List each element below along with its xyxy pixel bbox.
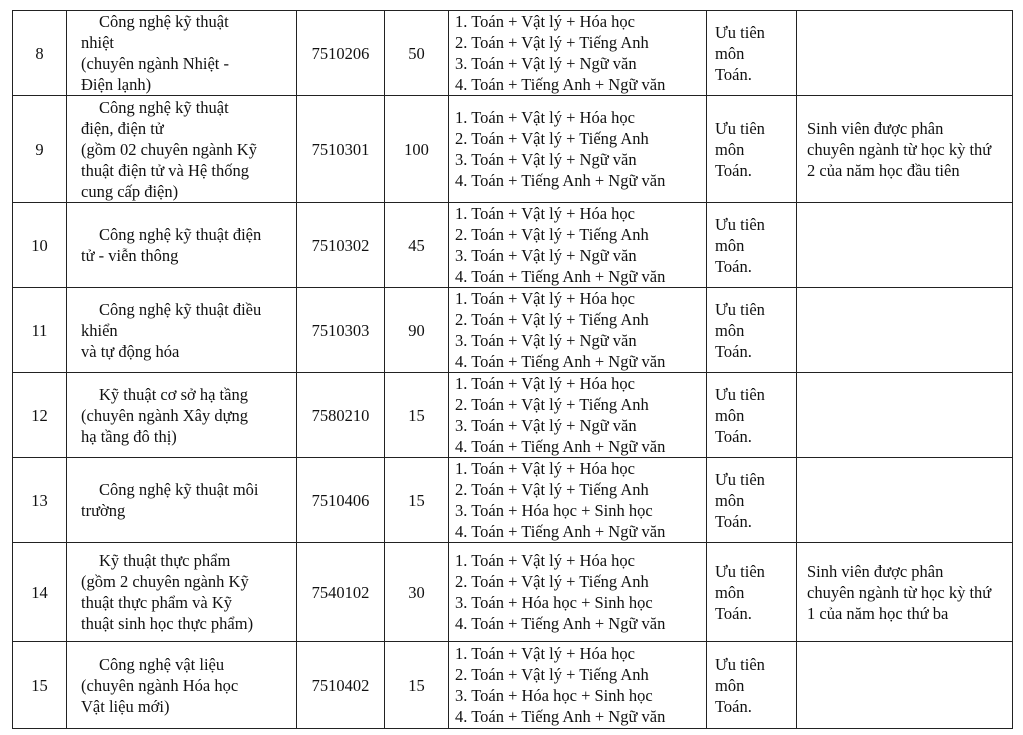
name_lines-line: điện, điện tử [81,118,164,138]
name_lines-line: Kỹ thuật thực phẩm [99,551,231,570]
name_lines-line: thuật sinh học thực phẩm) [81,614,254,633]
name_lines-line: Vật liệu mới) [81,696,170,716]
major-code-cell: 7510302 [297,203,385,288]
admission-table-page [12,10,1012,729]
major-code-cell: 7510301 [297,96,385,203]
major-code-cell: 7510303 [297,288,385,373]
combos-line: 4. Toán + Tiếng Anh + Ngữ văn [455,522,666,541]
combos-line: 1. Toán + Vật lý + Hóa học [455,204,635,223]
criteria-line: môn [715,43,745,63]
combos-line: 3. Toán + Hóa học + Sinh học [455,686,653,705]
name_lines-line: thuật điện tử và Hệ thống [81,160,249,180]
note-cell [797,96,1013,203]
combos-line: 4. Toán + Tiếng Anh + Ngữ văn [455,707,666,726]
criteria-line: môn [715,405,745,425]
combos-line: 2. Toán + Vật lý + Tiếng Anh [455,129,649,148]
subject-combinations-cell [449,543,707,642]
name_lines-line: (chuyên ngành Xây dựng [81,405,249,425]
combos-line: 2. Toán + Vật lý + Tiếng Anh [455,572,649,591]
quota-cell: 90 [385,288,449,373]
note-line: 2 của năm học đầu tiên [807,160,960,180]
subject-combinations-cell [449,458,707,543]
note-cell [797,373,1013,458]
quota-cell: 15 [385,458,449,543]
note-cell [797,203,1013,288]
criteria-cell [707,543,797,642]
row-number-cell: 8 [13,11,67,96]
criteria-line: Toán. [715,256,752,276]
table-row [13,458,1013,543]
table-row [13,543,1013,642]
criteria-line: Ưu tiên [715,654,765,674]
quota-cell: 100 [385,96,449,203]
combos-line: 3. Toán + Vật lý + Ngữ văn [455,416,637,435]
criteria-cell [707,11,797,96]
criteria-line: môn [715,320,745,340]
criteria-line: môn [715,235,745,255]
combos-line: 1. Toán + Vật lý + Hóa học [455,551,635,570]
combos-line: 3. Toán + Hóa học + Sinh học [455,501,653,520]
combos-line: 1. Toán + Vật lý + Hóa học [455,374,635,393]
combos-line: 4. Toán + Tiếng Anh + Ngữ văn [455,437,666,456]
table-row [13,203,1013,288]
table-row [13,373,1013,458]
combos-line: 2. Toán + Vật lý + Tiếng Anh [455,480,649,499]
criteria-line: Ưu tiên [715,469,765,489]
quota-cell: 15 [385,642,449,729]
combos-line: 3. Toán + Vật lý + Ngữ văn [455,331,637,350]
name_lines-line: và tự động hóa [81,341,180,361]
name_lines-line: trường [81,501,126,520]
major-name-cell [67,203,297,288]
name_lines-line: nhiệt [81,33,114,52]
criteria-line: Toán. [715,160,752,180]
quota-cell: 30 [385,543,449,642]
criteria-line: Toán. [715,426,752,446]
subject-combinations-cell [449,373,707,458]
major-code-cell: 7580210 [297,373,385,458]
row-number-cell: 9 [13,96,67,203]
combos-line: 1. Toán + Vật lý + Hóa học [455,644,635,663]
name_lines-line: Công nghệ kỹ thuật điện [99,225,262,244]
major-code-cell: 7510402 [297,642,385,729]
name_lines-line: tử - viễn thông [81,246,179,265]
quota-cell: 50 [385,11,449,96]
criteria-line: Toán. [715,511,752,531]
table-row [13,11,1013,96]
criteria-line: Ưu tiên [715,118,765,138]
criteria-line: Ưu tiên [715,22,765,42]
major-code-cell: 7510206 [297,11,385,96]
note-cell [797,458,1013,543]
combos-line: 4. Toán + Tiếng Anh + Ngữ văn [455,171,666,190]
name_lines-line: (chuyên ngành Nhiệt - [81,54,229,73]
note-cell [797,642,1013,729]
note-line: chuyên ngành từ học kỳ thứ [807,582,992,602]
name_lines-line: cung cấp điện) [81,181,179,201]
subject-combinations-cell [449,642,707,729]
major-name-cell [67,642,297,729]
subject-combinations-cell [449,288,707,373]
table-body [13,11,1013,729]
criteria-line: môn [715,139,745,159]
note-line: Sinh viên được phân [807,118,944,138]
name_lines-line: (gồm 02 chuyên ngành Kỹ [81,139,257,159]
combos-line: 2. Toán + Vật lý + Tiếng Anh [455,395,649,414]
quota-cell: 45 [385,203,449,288]
criteria-line: môn [715,675,745,695]
name_lines-line: thuật thực phẩm và Kỹ [81,593,232,612]
criteria-cell [707,373,797,458]
name_lines-line: Công nghệ kỹ thuật [99,97,229,117]
major-name-cell [67,543,297,642]
criteria-line: Toán. [715,696,752,716]
major-code-cell: 7540102 [297,543,385,642]
name_lines-line: (gồm 2 chuyên ngành Kỹ [81,572,249,591]
major-name-cell [67,373,297,458]
combos-line: 1. Toán + Vật lý + Hóa học [455,12,635,31]
name_lines-line: hạ tầng đô thị) [81,426,177,446]
criteria-cell [707,96,797,203]
criteria-cell [707,288,797,373]
combos-line: 4. Toán + Tiếng Anh + Ngữ văn [455,267,666,286]
row-number-cell: 14 [13,543,67,642]
note-line: Sinh viên được phân [807,561,944,581]
combos-line: 3. Toán + Vật lý + Ngữ văn [455,246,637,265]
note-cell [797,543,1013,642]
name_lines-line: Công nghệ kỹ thuật điều [99,299,262,319]
criteria-line: Toán. [715,341,752,361]
row-number-cell: 11 [13,288,67,373]
row-number-cell: 10 [13,203,67,288]
criteria-line: Ưu tiên [715,384,765,404]
name_lines-line: Công nghệ vật liệu [99,654,225,674]
table-row [13,288,1013,373]
combos-line: 4. Toán + Tiếng Anh + Ngữ văn [455,352,666,371]
criteria-line: môn [715,490,745,510]
criteria-line: Ưu tiên [715,214,765,234]
name_lines-line: Công nghệ kỹ thuật môi [99,480,259,499]
name_lines-line: Công nghệ kỹ thuật [99,12,229,31]
criteria-cell [707,642,797,729]
combos-line: 2. Toán + Vật lý + Tiếng Anh [455,225,649,244]
table-row [13,642,1013,729]
criteria-cell [707,458,797,543]
table-row [13,96,1013,203]
criteria-cell [707,203,797,288]
criteria-line: Ưu tiên [715,561,765,581]
major-name-cell [67,458,297,543]
combos-line: 3. Toán + Hóa học + Sinh học [455,593,653,612]
criteria-line: Toán. [715,603,752,623]
major-name-cell [67,96,297,203]
combos-line: 2. Toán + Vật lý + Tiếng Anh [455,665,649,684]
combos-line: 3. Toán + Vật lý + Ngữ văn [455,54,637,73]
subject-combinations-cell [449,11,707,96]
note-line: 1 của năm học thứ ba [807,603,949,623]
admission-table [12,10,1013,729]
name_lines-line: Điện lạnh) [81,75,152,94]
major-name-cell [67,288,297,373]
major-code-cell: 7510406 [297,458,385,543]
combos-line: 2. Toán + Vật lý + Tiếng Anh [455,310,649,329]
subject-combinations-cell [449,96,707,203]
name_lines-line: Kỹ thuật cơ sở hạ tầng [99,384,248,404]
name_lines-line: khiển [81,320,118,340]
row-number-cell: 12 [13,373,67,458]
note-cell [797,11,1013,96]
name_lines-line: (chuyên ngành Hóa học [81,675,239,695]
subject-combinations-cell [449,203,707,288]
combos-line: 1. Toán + Vật lý + Hóa học [455,108,635,127]
major-name-cell [67,11,297,96]
combos-line: 3. Toán + Vật lý + Ngữ văn [455,150,637,169]
criteria-line: Toán. [715,64,752,84]
combos-line: 2. Toán + Vật lý + Tiếng Anh [455,33,649,52]
combos-line: 4. Toán + Tiếng Anh + Ngữ văn [455,75,666,94]
combos-line: 1. Toán + Vật lý + Hóa học [455,459,635,478]
note-cell [797,288,1013,373]
row-number-cell: 15 [13,642,67,729]
note-line: chuyên ngành từ học kỳ thứ [807,139,992,159]
criteria-line: môn [715,582,745,602]
row-number-cell: 13 [13,458,67,543]
criteria-line: Ưu tiên [715,299,765,319]
quota-cell: 15 [385,373,449,458]
combos-line: 1. Toán + Vật lý + Hóa học [455,289,635,308]
combos-line: 4. Toán + Tiếng Anh + Ngữ văn [455,614,666,633]
